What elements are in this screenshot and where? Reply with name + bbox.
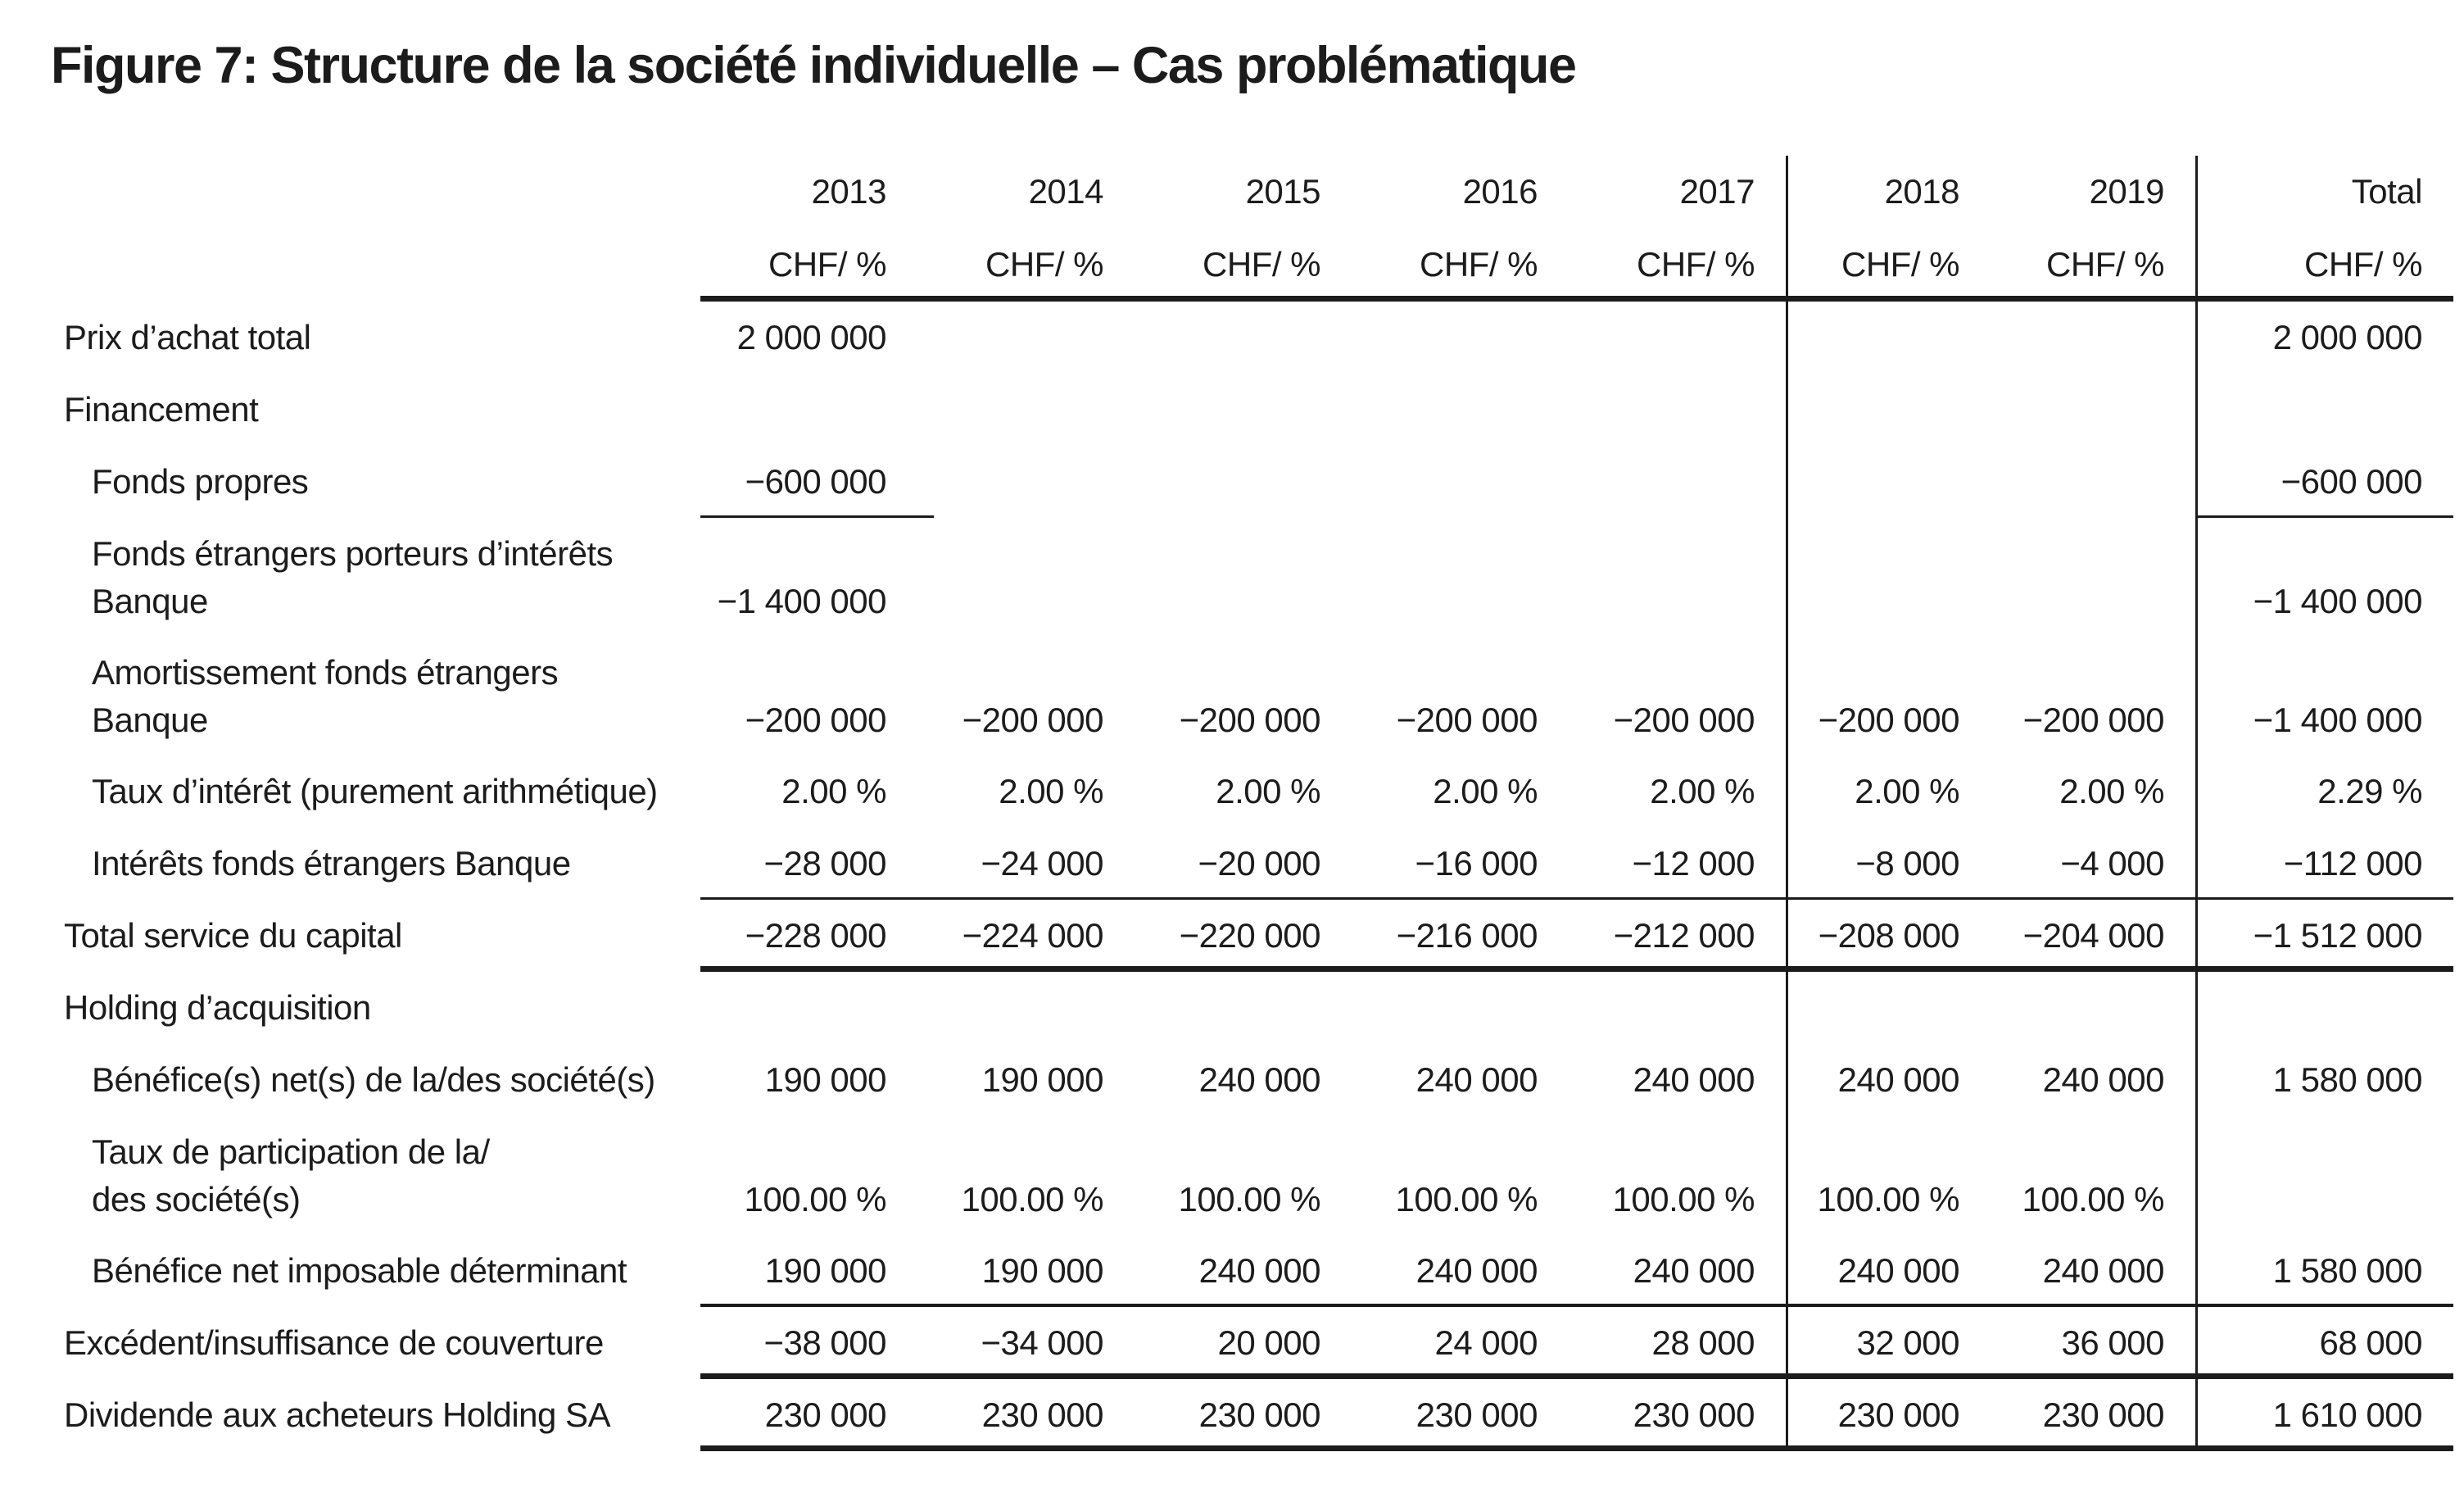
cell-value: 100.00 % <box>1395 1180 1538 1218</box>
cell-value <box>1991 972 2195 1044</box>
column-header-2015: 2015 <box>1245 172 1320 211</box>
column-header-2013: 2013 <box>811 172 886 211</box>
cell-value <box>1135 374 1352 446</box>
cell-value: 190 000 <box>981 1060 1103 1099</box>
header-rule <box>700 296 2453 302</box>
row-label-line1: Total service du capital <box>64 916 402 955</box>
cell-value: −1 400 000 <box>2253 701 2422 739</box>
row-label <box>64 900 700 972</box>
cell-value <box>917 972 1135 1044</box>
figure-title: Figure 7: Structure de la société individuelle – Cas problématique <box>51 37 1576 94</box>
cell-value <box>917 302 1135 374</box>
cell-value: 100.00 % <box>744 1180 886 1218</box>
row-label-line1: Amortissement fonds étrangers <box>92 652 559 692</box>
cell-value: 240 000 <box>2042 1251 2164 1290</box>
cell-value: −24 000 <box>981 844 1103 883</box>
cell-value: 240 000 <box>1633 1251 1755 1290</box>
row-label-line2: des société(s) <box>92 1179 301 1218</box>
cell-value: 100.00 % <box>1612 1180 1755 1218</box>
row-label <box>64 1044 700 1116</box>
unit-header: CHF/ % <box>985 245 1103 284</box>
row-label <box>64 1307 700 1379</box>
cell-value <box>1352 374 1569 446</box>
cell-value <box>1569 302 1786 374</box>
cell-value: −200 000 <box>745 701 886 739</box>
cell-value <box>1135 972 1352 1044</box>
cell-value: 36 000 <box>2061 1323 2164 1362</box>
row-label <box>64 518 700 637</box>
row-label-line1: Financement <box>64 390 259 429</box>
cell-value: 190 000 <box>981 1251 1103 1290</box>
cell-value <box>1786 972 1991 1044</box>
cell-value: 190 000 <box>764 1251 886 1290</box>
cell-value: 240 000 <box>1198 1060 1320 1099</box>
row-label <box>64 637 700 756</box>
cell-value: 2.00 % <box>1216 772 1320 810</box>
cell-value: 240 000 <box>1837 1251 1959 1290</box>
cell-value: 32 000 <box>1856 1323 1959 1362</box>
equity-underline-total <box>2195 515 2453 518</box>
cell-value <box>1991 446 2195 518</box>
cell-value: −16 000 <box>1415 844 1538 883</box>
cell-value <box>1569 446 1786 518</box>
cell-value: −600 000 <box>2281 462 2422 501</box>
bottom-rule <box>700 1445 2453 1451</box>
row-label-line1: Prix d’achat total <box>64 318 311 356</box>
cell-value: −38 000 <box>763 1323 886 1362</box>
cell-value <box>2195 374 2453 446</box>
cell-value: 20 000 <box>1217 1323 1320 1362</box>
row-label-line1: Taux de participation de la/ <box>92 1132 490 1171</box>
cell-value: 240 000 <box>1415 1060 1538 1099</box>
cell-value: 230 000 <box>1198 1395 1320 1434</box>
cell-value <box>1786 302 1991 374</box>
row-label <box>64 1379 700 1451</box>
cell-value <box>1991 302 2195 374</box>
cell-value: −200 000 <box>1613 701 1755 739</box>
cell-value: −28 000 <box>763 844 886 883</box>
cell-value: 240 000 <box>1633 1060 1755 1099</box>
row-label <box>64 972 700 1044</box>
cell-value <box>1786 518 1991 637</box>
cell-value <box>1569 518 1786 637</box>
cell-value: 1 580 000 <box>2272 1060 2422 1099</box>
table-corner <box>64 228 700 302</box>
cell-value <box>1135 446 1352 518</box>
column-header-2017: 2017 <box>1679 172 1755 211</box>
row-label <box>64 446 700 518</box>
cell-value: 68 000 <box>2319 1323 2422 1362</box>
cell-value <box>1569 374 1786 446</box>
cell-value: −200 000 <box>962 701 1103 739</box>
cell-value: 2.00 % <box>781 772 886 810</box>
cell-value: 2.00 % <box>2059 772 2164 810</box>
cell-value: −200 000 <box>1396 701 1538 739</box>
cell-value <box>1135 518 1352 637</box>
column-header-total: Total <box>2351 172 2422 211</box>
cell-value <box>1352 446 1569 518</box>
cell-value: −216 000 <box>1396 916 1538 955</box>
equity-underline-2013 <box>700 515 934 518</box>
unit-header: CHF/ % <box>1637 245 1755 284</box>
cell-value: −1 400 000 <box>717 582 886 620</box>
cell-value: 100.00 % <box>1178 1180 1320 1218</box>
cell-value: 2 000 000 <box>2272 318 2422 356</box>
row-label-line1: Intérêts fonds étrangers Banque <box>92 844 571 883</box>
cell-value: 100.00 % <box>2022 1180 2164 1218</box>
cell-value: −204 000 <box>2022 916 2164 955</box>
cell-value: 230 000 <box>1633 1395 1755 1434</box>
cell-value: 100.00 % <box>1817 1180 1959 1218</box>
unit-header: CHF/ % <box>1203 245 1320 284</box>
column-header-2018: 2018 <box>1884 172 1959 211</box>
cell-value: 2.00 % <box>1855 772 1959 810</box>
cell-value: −200 000 <box>1818 701 1959 739</box>
cell-value: −224 000 <box>962 916 1103 955</box>
column-header-2019: 2019 <box>2089 172 2164 211</box>
cell-value <box>1569 972 1786 1044</box>
vertical-rule-2017-2018 <box>1786 156 1788 1451</box>
cell-value: 24 000 <box>1434 1323 1538 1362</box>
cell-value: 240 000 <box>2042 1060 2164 1099</box>
cell-value: 100.00 % <box>961 1180 1103 1218</box>
row-label-line1: Fonds propres <box>92 462 309 501</box>
cell-value: 1 580 000 <box>2272 1251 2422 1290</box>
cell-value <box>1991 374 2195 446</box>
cell-value: 240 000 <box>1837 1060 1959 1099</box>
cell-value: −220 000 <box>1179 916 1320 955</box>
cell-value <box>1135 302 1352 374</box>
cell-value <box>2195 1116 2453 1235</box>
cell-value <box>1991 518 2195 637</box>
cell-value: −12 000 <box>1632 844 1755 883</box>
interest-row-rule <box>700 897 2453 900</box>
cell-value: 2.00 % <box>999 772 1103 810</box>
cell-value <box>700 374 917 446</box>
cell-value <box>1352 972 1569 1044</box>
row-label <box>64 828 700 900</box>
capital-service-rule <box>700 966 2453 972</box>
cell-value: −4 000 <box>2060 844 2164 883</box>
row-label-line2: Banque <box>92 581 208 620</box>
row-label <box>64 302 700 374</box>
taxable-profit-rule <box>700 1304 2453 1307</box>
cell-value <box>1786 374 1991 446</box>
row-label-line1: Excédent/insuffisance de couverture <box>64 1323 604 1362</box>
cell-value <box>2195 972 2453 1044</box>
row-label-line2: Banque <box>92 700 208 739</box>
figure-table <box>64 156 2453 1451</box>
cell-value: 230 000 <box>981 1395 1103 1434</box>
cell-value: 2.00 % <box>1433 772 1538 810</box>
cell-value: 230 000 <box>2042 1395 2164 1434</box>
cell-value: 240 000 <box>1415 1251 1538 1290</box>
cell-value: −200 000 <box>2022 701 2164 739</box>
row-label <box>64 374 700 446</box>
table-grid <box>64 156 2453 1451</box>
cell-value: 230 000 <box>1415 1395 1538 1434</box>
cell-value <box>1352 518 1569 637</box>
cell-value: −200 000 <box>1179 701 1320 739</box>
unit-header: CHF/ % <box>768 245 886 284</box>
cell-value: 2 000 000 <box>736 318 886 356</box>
cell-value: 230 000 <box>764 1395 886 1434</box>
cell-value: −20 000 <box>1198 844 1320 883</box>
coverage-rule <box>700 1373 2453 1379</box>
row-label-line1: Fonds étrangers porteurs d’intérêts <box>92 533 614 573</box>
cell-value: −208 000 <box>1818 916 1959 955</box>
unit-header: CHF/ % <box>2046 245 2164 284</box>
cell-value <box>700 972 917 1044</box>
row-label-line1: Taux d’intérêt (purement arithmétique) <box>92 772 658 810</box>
cell-value <box>917 518 1135 637</box>
row-label <box>64 1235 700 1307</box>
vertical-rule-2019-total <box>2195 156 2198 1451</box>
cell-value: −212 000 <box>1613 916 1755 955</box>
table-corner <box>64 156 700 228</box>
column-header-2016: 2016 <box>1462 172 1538 211</box>
cell-value: −600 000 <box>745 462 886 501</box>
cell-value: 190 000 <box>764 1060 886 1099</box>
cell-value <box>1352 302 1569 374</box>
unit-header: CHF/ % <box>1420 245 1538 284</box>
column-header-2014: 2014 <box>1028 172 1103 211</box>
cell-value: −1 400 000 <box>2253 582 2422 620</box>
row-label-line1: Holding d’acquisition <box>64 988 371 1027</box>
row-label <box>64 1116 700 1235</box>
cell-value: −8 000 <box>1855 844 1959 883</box>
cell-value: 1 610 000 <box>2272 1395 2422 1434</box>
row-label-line1: Bénéfice net imposable déterminant <box>92 1251 627 1290</box>
unit-header: CHF/ % <box>1841 245 1959 284</box>
cell-value: 230 000 <box>1837 1395 1959 1434</box>
cell-value: −228 000 <box>745 916 886 955</box>
cell-value <box>917 446 1135 518</box>
cell-value: 2.00 % <box>1650 772 1755 810</box>
row-label <box>64 756 700 828</box>
cell-value: −112 000 <box>2283 844 2422 883</box>
cell-value: −1 512 000 <box>2253 916 2422 955</box>
cell-value <box>1786 446 1991 518</box>
cell-value <box>917 374 1135 446</box>
cell-value: 28 000 <box>1651 1323 1755 1362</box>
row-label-line1: Bénéfice(s) net(s) de la/des société(s) <box>92 1060 655 1099</box>
cell-value: 2.29 % <box>2317 772 2422 810</box>
cell-value: 240 000 <box>1198 1251 1320 1290</box>
unit-header: CHF/ % <box>2304 245 2422 284</box>
cell-value: −34 000 <box>981 1323 1103 1362</box>
row-label-line1: Dividende aux acheteurs Holding SA <box>64 1395 611 1434</box>
